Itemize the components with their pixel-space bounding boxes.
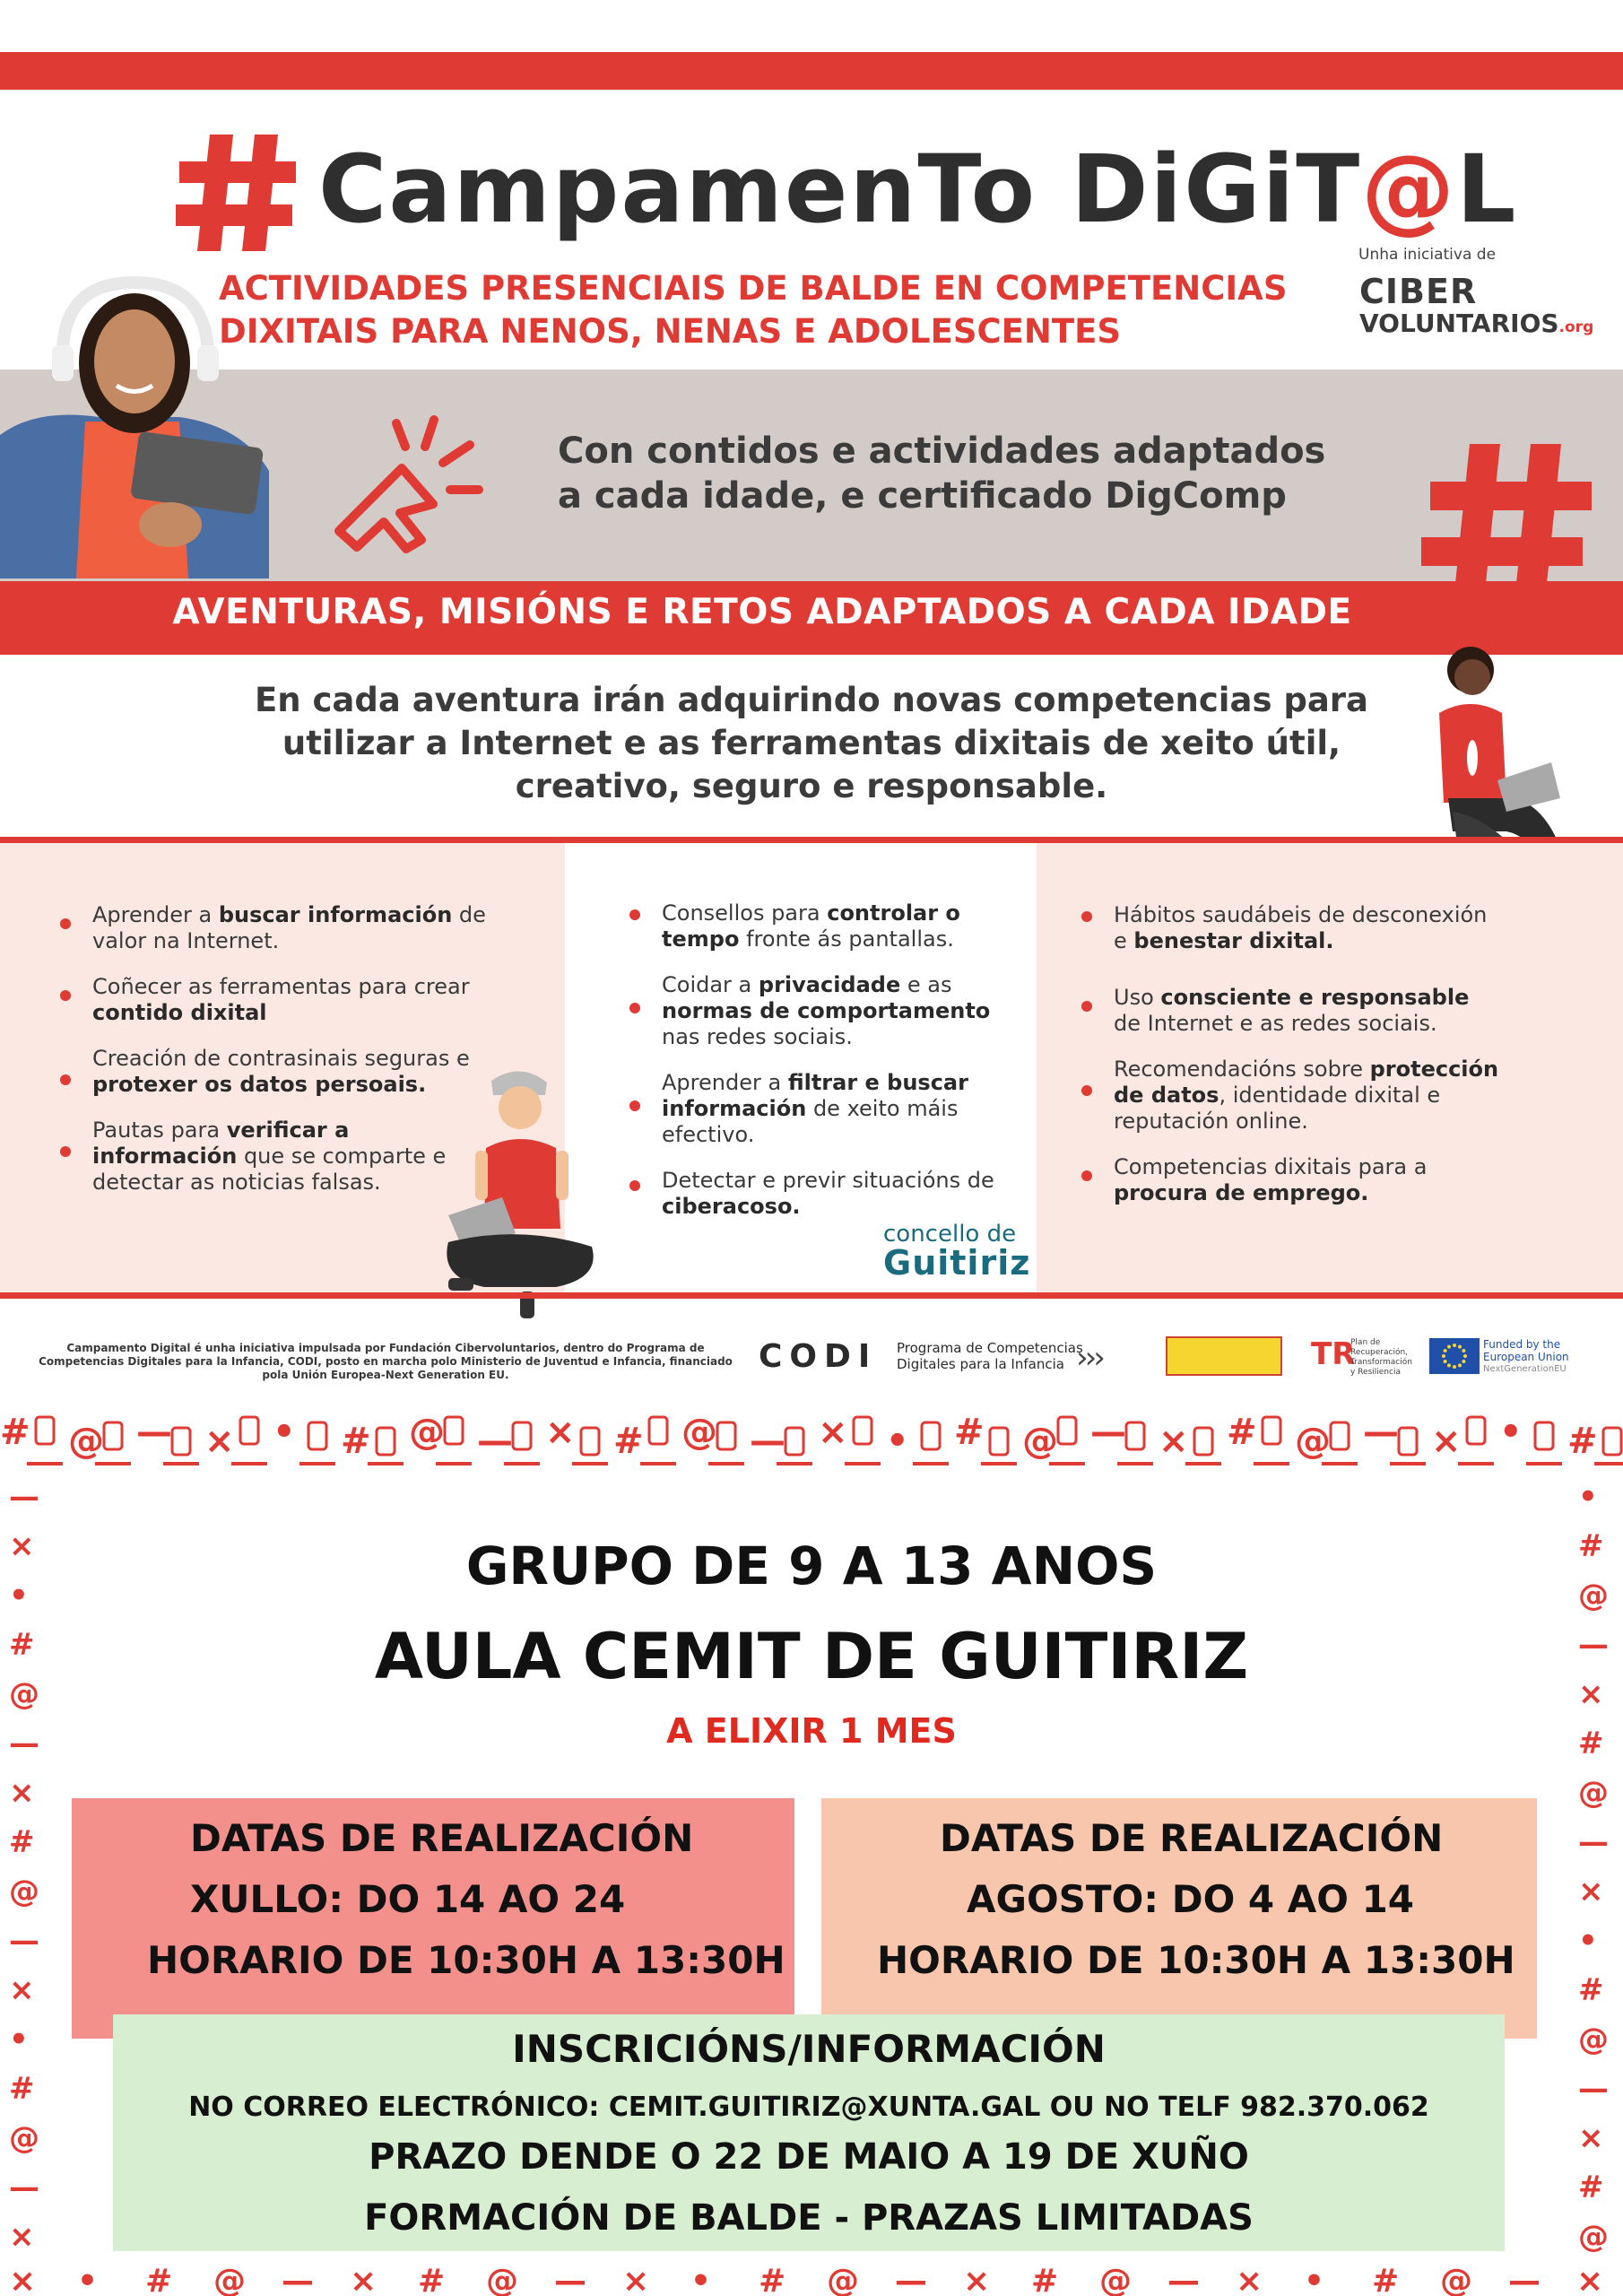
svg-text:•: • [1499, 1412, 1523, 1453]
student-with-tablet-photo [0, 256, 273, 578]
svg-text:@: @ [681, 1412, 717, 1453]
list-item: Uso consciente e responsable de Internet e as redes sociais. [1114, 985, 1499, 1037]
svg-text:@: @ [1578, 1775, 1609, 1811]
dates-range: XULLO: DO 14 AO 24 [190, 1877, 626, 1921]
svg-text:—: — [9, 2170, 39, 2205]
svg-text:#: # [1567, 1421, 1598, 1462]
svg-text:@: @ [1099, 2263, 1132, 2296]
top-red-band [0, 52, 1623, 90]
chevron-right-icon: ››› [1076, 1340, 1102, 1376]
svg-text:—: — [750, 1421, 785, 1462]
list-item: Aprender a buscar información de valor na Internet. [92, 902, 487, 954]
svg-text:#: # [613, 1421, 644, 1462]
svg-text:×: × [9, 1775, 35, 1811]
svg-text:@: @ [213, 2263, 246, 2296]
svg-text:—: — [1508, 2263, 1541, 2296]
svg-text:#: # [1578, 2170, 1604, 2205]
svg-text:×: × [818, 1412, 848, 1453]
svg-text:#: # [1031, 2263, 1059, 2296]
svg-text:#: # [9, 2071, 35, 2107]
svg-text:#: # [145, 2263, 173, 2296]
svg-text:—: — [136, 1412, 172, 1453]
list-item: Aprender a filtrar e buscar información de xeito máis efectivo. [662, 1070, 1020, 1148]
schedule: HORARIO DE 10:30H A 13:30H [147, 1938, 785, 1982]
svg-text:—: — [895, 2263, 927, 2296]
svg-text:×: × [1431, 1421, 1462, 1462]
svg-text:#: # [1578, 1726, 1604, 1761]
cursor-click-icon [325, 411, 495, 563]
list-item: Hábitos saudábeis de desconexión e benestar dixital. [1114, 902, 1499, 954]
free-training-note: FORMACIÓN DE BALDE - PRAZAS LIMITADAS [364, 2197, 1254, 2239]
svg-text:•: • [9, 2022, 29, 2057]
svg-text:×: × [350, 2263, 378, 2296]
choose-month-note: A ELIXIR 1 MES [666, 1711, 957, 1751]
hashtag-icon [176, 126, 301, 260]
cibervoluntarios-logo: CIBER VOLUNTARIOS.org [1359, 272, 1594, 338]
grey-band-text: Con contidos e actividades adaptados a cada idade, e certificado DigComp [558, 430, 1326, 517]
svg-text:@: @ [1578, 2022, 1609, 2057]
list-item: Recomendacións sobre protección de datos, identidade dixital e reputación online. [1114, 1057, 1499, 1135]
svg-text:×: × [9, 2263, 37, 2296]
svg-text:#: # [1227, 1412, 1257, 1453]
svg-text:#: # [341, 1421, 371, 1462]
intro-paragraph: En cada aventura irán adquirindo novas competencias para utilizar a Internet e as ferramentas dixitais de xeito útil, creativo, seguro e responsable. [254, 681, 1369, 805]
codi-logo: CODI [759, 1338, 878, 1375]
svg-text:@: @ [1295, 1421, 1331, 1462]
list-item: Competencias dixitais para a procura de emprego. [1114, 1154, 1499, 1206]
concello-guitiriz-logo: concello de Guitiriz [883, 1221, 1031, 1283]
svg-text:@: @ [9, 2120, 39, 2156]
svg-text:•: • [1578, 1923, 1598, 1959]
svg-text:•: • [886, 1421, 909, 1462]
svg-text:@: @ [68, 1421, 104, 1462]
age-group: GRUPO DE 9 A 13 ANOS [465, 1535, 1158, 1596]
schedule: HORARIO DE 10:30H A 13:30H [877, 1938, 1515, 1982]
svg-text:—: — [282, 2263, 314, 2296]
svg-text:@: @ [486, 2263, 518, 2296]
dates-title: DATAS DE REALIZACIÓN [190, 1816, 694, 1860]
sitting-person-illustration [421, 1063, 619, 1327]
svg-text:@: @ [1578, 1578, 1609, 1613]
info-title: INSCRICIÓNS/INFORMACIÓN [512, 2027, 1106, 2071]
list-item: Consellos para controlar o tempo fronte ás pantallas. [662, 900, 1020, 952]
svg-text:×: × [545, 1412, 576, 1453]
svg-text:—: — [1363, 1412, 1399, 1453]
competency-list-right [1114, 902, 1499, 1206]
svg-text:—: — [1578, 2071, 1609, 2107]
dates-title: DATAS DE REALIZACIÓN [940, 1816, 1444, 1860]
svg-text:@: @ [409, 1412, 445, 1453]
svg-text:#: # [1578, 1972, 1604, 2008]
svg-text:×: × [622, 2263, 650, 2296]
list-item: Creación de contrasinais seguras e protexer os datos persoais. [92, 1046, 487, 1098]
svg-text:—: — [9, 1726, 39, 1761]
registration-info-box [113, 2014, 1505, 2251]
list-item: Detectar e previr situacións de ciberacoso. [662, 1168, 1020, 1220]
list-item: Coñecer as ferramentas para crear contido dixital [92, 974, 487, 1026]
svg-text:—: — [1578, 1824, 1609, 1860]
august-dates-box [821, 1798, 1537, 2039]
eu-funding-label: Funded by the European Union NextGenerationEU [1483, 1338, 1569, 1374]
banner-text: AVENTURAS, MISIÓNS E RETOS ADAPTADOS A CADA IDADE [172, 592, 1352, 632]
svg-text:—: — [1578, 1627, 1609, 1663]
large-hashtag-icon [1421, 444, 1592, 601]
svg-text:×: × [1578, 1676, 1604, 1712]
divider [0, 837, 1623, 843]
svg-text:—: — [554, 2263, 586, 2296]
svg-text:@: @ [1578, 2219, 1609, 2255]
svg-text:#: # [9, 1824, 35, 1860]
dates-range: AGOSTO: DO 4 AO 14 [967, 1877, 1415, 1921]
svg-text:×: × [9, 1972, 35, 2008]
sponsor-note: Campamento Digital é unha iniciativa impulsada por Fundación Cibervoluntarios, dentro do Programa de Competencias Digitales para la Infancia, CODI, posto en marcha polo Ministerio de Juventud e Infancia, financiado pola Unión Europea-Next Generation EU. [39, 1342, 733, 1381]
svg-text:•: • [690, 2263, 712, 2296]
svg-text:×: × [9, 1528, 35, 1564]
list-item: Coidar a privacidade e as normas de comportamento nas redes sociais. [662, 972, 1020, 1050]
list-item: Pautas para verificar a información que se comparte e detectar as noticias falsas. [92, 1118, 487, 1196]
svg-text:×: × [1576, 2263, 1604, 2296]
svg-text:—: — [1090, 1412, 1126, 1453]
svg-text:•: • [77, 2263, 99, 2296]
recovery-plan-logo: TR Plan de Recuperación, Transformación y Resiliencia [1311, 1336, 1412, 1377]
svg-text:—: — [9, 1479, 39, 1515]
svg-text:@: @ [1022, 1421, 1058, 1462]
subtitle: ACTIVIDADES PRESENCIAIS DE BALDE EN COMPETENCIAS DIXITAIS PARA NENOS, NENAS E ADOLESCENTES [219, 269, 1288, 351]
svg-text:@: @ [9, 1874, 39, 1909]
divider [0, 1292, 1623, 1299]
government-logo [1166, 1336, 1282, 1376]
page-title: CampamenTo DiGiT@L [318, 135, 1518, 244]
registration-deadline: PRAZO DENDE O 22 DE MAIO A 19 DE XUÑO [369, 2136, 1249, 2178]
svg-text:#: # [1372, 2263, 1400, 2296]
competency-list-mid [662, 900, 1020, 1220]
svg-text:×: × [1159, 1421, 1189, 1462]
svg-text:#: # [9, 1627, 35, 1663]
svg-text:×: × [1236, 2263, 1263, 2296]
contact-info: NO CORREO ELECTRÓNICO: CEMIT.GUITIRIZ@XUNTA.GAL OU NO TELF 982.370.062 [188, 2092, 1429, 2123]
svg-text:#: # [418, 2263, 446, 2296]
svg-text:@: @ [827, 2263, 859, 2296]
svg-text:—: — [477, 1421, 513, 1462]
svg-text:•: • [1304, 2263, 1325, 2296]
svg-text:×: × [9, 2219, 35, 2255]
svg-text:—: — [1167, 2263, 1200, 2296]
svg-text:×: × [1578, 1874, 1604, 1909]
july-dates-box [72, 1798, 794, 2039]
svg-text:#: # [0, 1412, 30, 1453]
svg-text:•: • [273, 1412, 296, 1453]
svg-text:@: @ [9, 1676, 39, 1712]
svg-text:×: × [963, 2263, 991, 2296]
svg-text:×: × [1578, 2120, 1604, 2156]
svg-text:#: # [954, 1412, 985, 1453]
eu-flag-icon [1429, 1338, 1480, 1374]
svg-text:—: — [9, 1923, 39, 1959]
svg-text:#: # [759, 2263, 786, 2296]
svg-text:×: × [204, 1421, 235, 1462]
svg-text:•: • [9, 1578, 29, 1613]
svg-text:#: # [1578, 1528, 1604, 1564]
venue: AULA CEMIT DE GUITIRIZ [374, 1620, 1249, 1693]
svg-text:@: @ [1440, 2263, 1472, 2296]
codi-subtitle: Programa de Competencias Digitales para la Infancia [897, 1340, 1083, 1372]
svg-text:•: • [1578, 1479, 1598, 1515]
initiative-label: Unha iniciativa de [1358, 246, 1497, 264]
